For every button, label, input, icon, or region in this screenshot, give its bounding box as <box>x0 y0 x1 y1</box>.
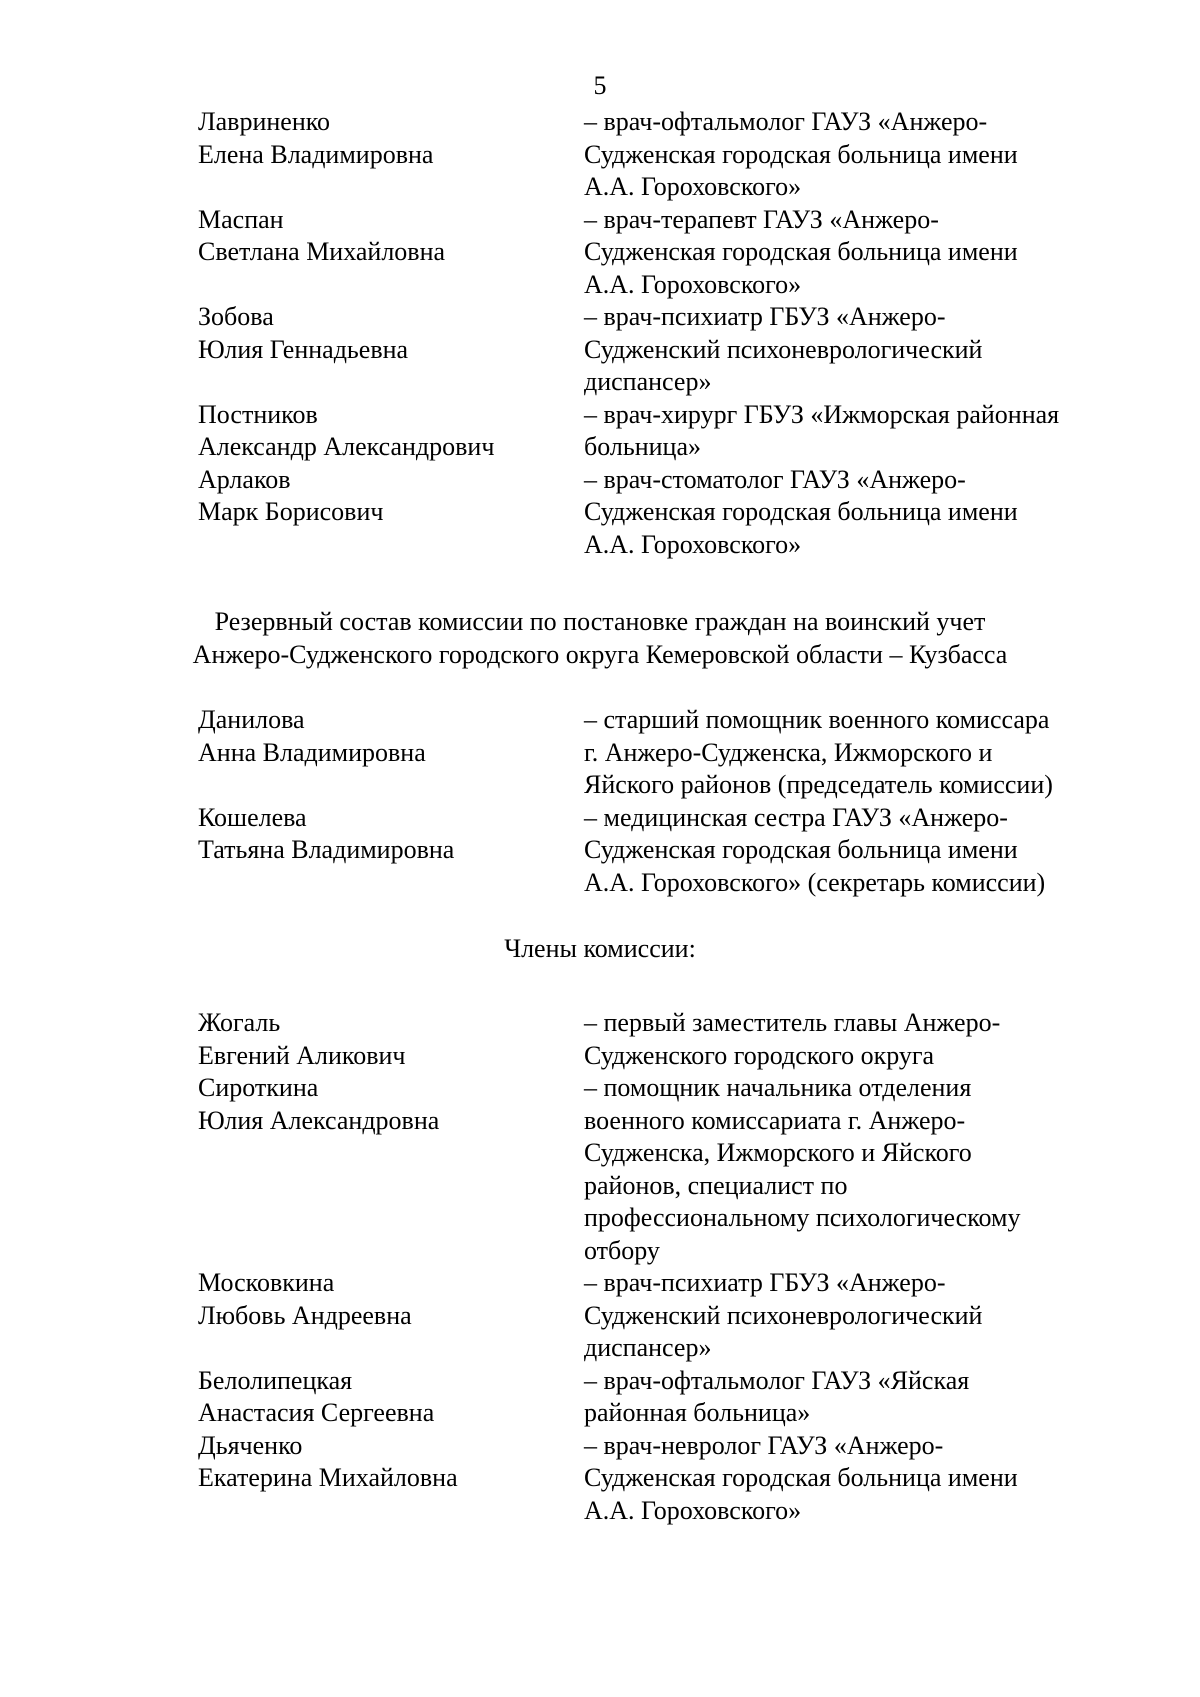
role-line: – врач-невролог ГАУЗ «Анжеро- <box>584 1430 944 1460</box>
member-surname: Постников <box>198 399 318 429</box>
member-given-names: Евгений Аликович <box>198 1040 406 1070</box>
member-given-names: Татьяна Владимировна <box>198 835 455 864</box>
member-role <box>584 301 1144 399</box>
member-role <box>584 399 1144 464</box>
member-entry <box>0 301 1200 399</box>
member-given-names: Любовь Андреевна <box>198 1300 412 1330</box>
role-line: Судженская городская больница имени <box>584 1463 1018 1492</box>
role-line: А.А. Гороховского» <box>584 1495 802 1525</box>
role-line: г. Анжеро-Судженска, Ижморского и <box>584 737 993 767</box>
member-role <box>584 106 1144 204</box>
role-line: диспансер» <box>584 367 712 396</box>
member-name <box>198 802 584 900</box>
member-role <box>584 1365 1144 1430</box>
member-role <box>584 802 1144 900</box>
member-surname: Жогаль <box>198 1008 281 1037</box>
member-role <box>584 1430 1144 1528</box>
role-line: профессиональному психологическому <box>584 1203 1021 1232</box>
member-entry <box>0 1430 1200 1528</box>
role-line: А.А. Гороховского» <box>584 529 802 559</box>
member-name <box>198 301 584 399</box>
member-role <box>584 1007 1144 1072</box>
member-entry <box>0 464 1200 562</box>
role-line: – врач-терапевт ГАУЗ «Анжеро- <box>584 204 939 234</box>
member-given-names: Екатерина Михайловна <box>198 1463 458 1492</box>
reserve-composition-heading <box>0 606 1200 671</box>
role-line: – врач-стоматолог ГАУЗ «Анжеро- <box>584 464 966 494</box>
member-entry <box>0 106 1200 204</box>
role-line: Судженская городская больница имени <box>584 835 1018 864</box>
reserve-leaders-list <box>0 704 1200 899</box>
heading-line: Резервный состав комиссии по постановке граждан на воинский учет <box>214 607 986 636</box>
reserve-members-list <box>0 1007 1200 1527</box>
role-line: – врач-хирург ГБУЗ «Ижморская районная <box>584 399 1060 429</box>
member-entry <box>0 704 1200 802</box>
role-line: Судженского городского округа <box>584 1040 935 1070</box>
role-line: А.А. Гороховского» <box>584 172 802 201</box>
commission-members-heading: Члены комиссии: <box>504 934 696 963</box>
member-surname: Сироткина <box>198 1073 319 1102</box>
member-name <box>198 399 584 464</box>
member-entry <box>0 1267 1200 1365</box>
role-line: – врач-психиатр ГБУЗ «Анжеро- <box>584 302 946 331</box>
role-line: – врач-психиатр ГБУЗ «Анжеро- <box>584 1268 946 1297</box>
member-surname: Кошелева <box>198 802 307 832</box>
member-given-names: Анастасия Сергеевна <box>198 1398 435 1427</box>
heading-line: Анжеро-Судженского городского округа Кемеровской области – Кузбасса <box>192 639 1008 669</box>
role-line: военного комиссариата г. Анжеро- <box>584 1105 966 1135</box>
role-line: Судженска, Ижморского и Яйского <box>584 1138 972 1167</box>
role-line: – медицинская сестра ГАУЗ «Анжеро- <box>584 802 1008 832</box>
member-name <box>198 106 584 204</box>
member-surname: Маспан <box>198 204 284 234</box>
member-surname: Дьяченко <box>198 1430 303 1460</box>
role-line: – врач-офтальмолог ГАУЗ «Яйская <box>584 1365 970 1395</box>
role-line: Судженская городская больница имени <box>584 497 1018 526</box>
role-line: Судженский психоневрологический <box>584 1300 983 1330</box>
member-surname: Белолипецкая <box>198 1365 353 1395</box>
role-line: диспансер» <box>584 1333 712 1362</box>
member-role <box>584 204 1144 302</box>
role-line: районов, специалист по <box>584 1170 848 1200</box>
role-line: А.А. Гороховского» <box>584 269 802 299</box>
member-surname: Данилова <box>198 705 305 734</box>
member-surname: Лавриненко <box>198 107 331 136</box>
member-name <box>198 464 584 562</box>
member-name <box>198 204 584 302</box>
role-line: – первый заместитель главы Анжеро- <box>584 1008 1001 1037</box>
member-given-names: Анна Владимировна <box>198 737 426 767</box>
member-given-names: Светлана Михайловна <box>198 237 446 266</box>
member-name <box>198 1072 584 1267</box>
member-role <box>584 704 1144 802</box>
role-line: – врач-офтальмолог ГАУЗ «Анжеро- <box>584 107 988 136</box>
member-entry <box>0 204 1200 302</box>
member-surname: Московкина <box>198 1268 335 1297</box>
member-role <box>584 464 1144 562</box>
member-entry <box>0 1072 1200 1267</box>
member-name <box>198 1267 584 1365</box>
member-given-names: Елена Владимировна <box>198 139 434 169</box>
role-line: Яйского районов (председатель комиссии) <box>584 770 1053 799</box>
role-line: – старший помощник военного комиссара <box>584 705 1050 734</box>
member-entry <box>0 1365 1200 1430</box>
member-role <box>584 1267 1144 1365</box>
page-number: 5 <box>593 71 607 100</box>
member-name <box>198 704 584 802</box>
member-given-names: Юлия Геннадьевна <box>198 334 409 364</box>
member-name <box>198 1365 584 1430</box>
member-surname: Арлаков <box>198 464 291 494</box>
role-line: А.А. Гороховского» (секретарь комиссии) <box>584 867 1046 897</box>
member-surname: Зобова <box>198 302 274 331</box>
member-name <box>198 1007 584 1072</box>
role-line: – помощник начальника отделения <box>584 1073 972 1102</box>
role-line: больница» <box>584 432 701 461</box>
member-given-names: Марк Борисович <box>198 497 384 526</box>
role-line: отбору <box>584 1235 660 1265</box>
role-line: районная больница» <box>584 1398 811 1427</box>
role-line: Судженская городская больница имени <box>584 237 1018 266</box>
member-name <box>198 1430 584 1528</box>
member-entry <box>0 1007 1200 1072</box>
main-members-list <box>0 106 1200 561</box>
member-entry <box>0 802 1200 900</box>
member-given-names: Юлия Александровна <box>198 1105 440 1135</box>
member-entry <box>0 399 1200 464</box>
member-given-names: Александр Александрович <box>198 432 495 461</box>
role-line: Судженский психоневрологический <box>584 334 983 364</box>
member-role <box>584 1072 1144 1267</box>
role-line: Судженская городская больница имени <box>584 139 1018 169</box>
